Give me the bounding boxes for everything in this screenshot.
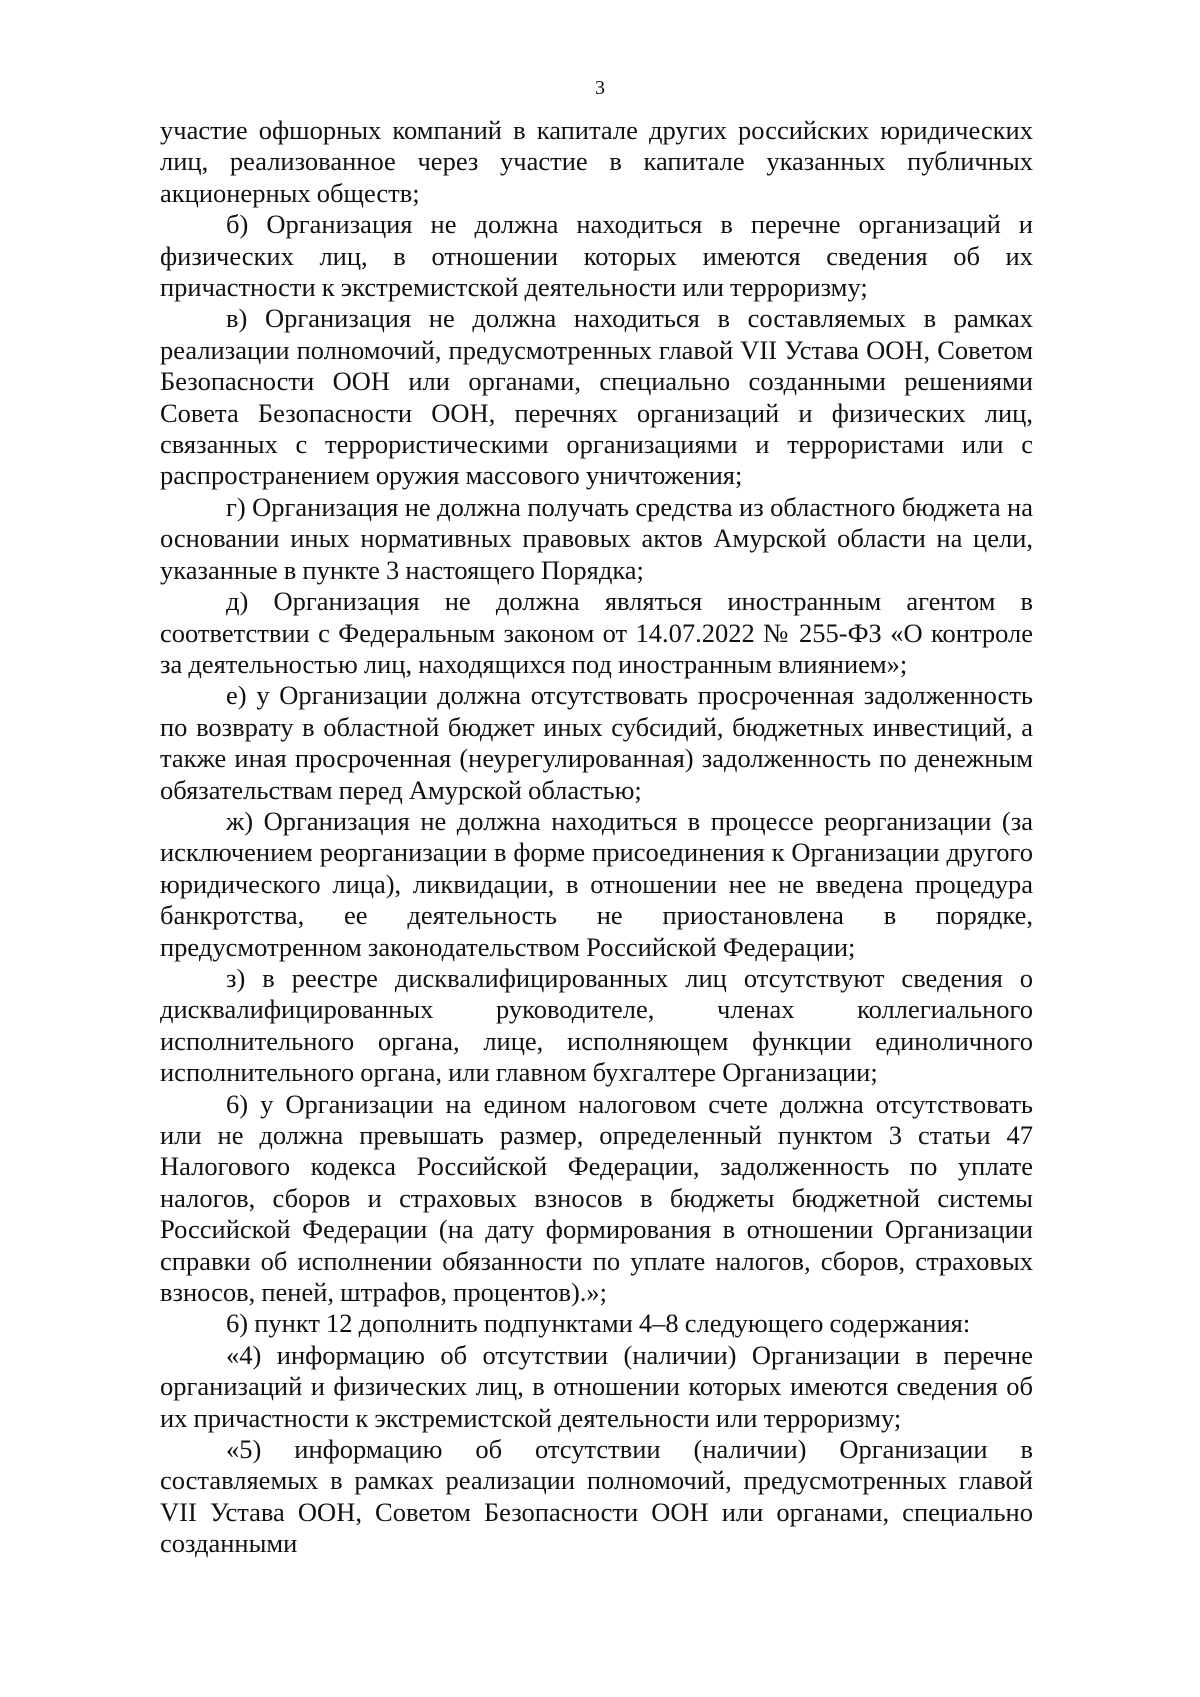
page-number: 3 (595, 77, 605, 99)
paragraph-continuation: участие офшорных компаний в капитале других российских юридических лиц, реализованное через участие в капитале указанных публичных акционерных обществ; (160, 115, 1033, 208)
paragraph-item-z: з) в реестре дисквалифицированных лиц отсутствуют сведения о дисквалифицированных руководителе, членах коллегиального исполнительного органа, лице, исполняющем функции единоличного исполнительного органа, или главном бухгалтере Организации; (160, 962, 1033, 1088)
paragraph-item-v: в) Организация не должна находиться в составляемых в рамках реализации полномочий, предусмотренных главой VII Устава ООН, Советом Безопасности ООН или органами, специально созданными решениями Совета Безопасности ООН, перечнях организаций и физических лиц, связанных с террористическими организациями и террористами или с распространением оружия массового уничтожения; (160, 303, 1033, 491)
paragraph-subitem-5: «5) информацию об отсутствии (наличии) Организации в составляемых в рамках реализации полномочий, предусмотренных главой VII Устава ООН, Советом Безопасности ООН или органами, специально созданными (160, 1434, 1033, 1559)
paragraph-item-g: г) Организация не должна получать средства из областного бюджета на основании иных нормативных правовых актов Амурской области на цели, указанные в пункте 3 настоящего Порядка; (160, 491, 1033, 585)
document-body (160, 115, 1033, 1560)
paragraph-item-b: б) Организация не должна находиться в перечне организаций и физических лиц, в отношении которых имеются сведения об их причастности к экстремистской деятельности или терроризму; (160, 209, 1033, 303)
paragraph-item-d: д) Организация не должна являться иностранным агентом в соответствии с Федеральным законом от 14.07.2022 № 255-ФЗ «О контроле за деятельностью лиц, находящихся под иностранным влиянием»; (160, 586, 1033, 679)
paragraph-item-6-tax: 6) у Организации на едином налоговом счете должна отсутствовать или не должна превышать размер, определенный пунктом 3 статьи 47 Налогового кодекса Российской Федерации, задолженность по уплате налогов, сборов и страховых взносов в бюджеты бюджетной системы Российской Федерации (на дату формирования в отношении Организации справки об исполнении обязанности по уплате налогов, сборов, страховых взносов, пеней, штрафов, процентов).»; (160, 1088, 1033, 1308)
paragraph-item-6-amendment: 6) пункт 12 дополнить подпунктами 4–8 следующего содержания: (226, 1308, 971, 1339)
paragraph-subitem-4: «4) информацию об отсутствии (наличии) Организации в перечне организаций и физических лиц, в отношении которых имеются сведения об их причастности к экстремистской деятельности или терроризму; (160, 1339, 1033, 1433)
paragraph-item-zh: ж) Организация не должна находиться в процессе реорганизации (за исключением реорганизации в форме присоединения к Организации другого юридического лица), ликвидации, в отношении нее не введена процедура банкротства, ее деятельность не приостановлена в порядке, предусмотренном законодательством Российской Федерации; (160, 805, 1033, 962)
paragraph-item-e: е) у Организации должна отсутствовать просроченная задолженность по возврату в областной бюджет иных субсидий, бюджетных инвестиций, а также иная просроченная (неурегулированная) задолженность по денежным обязательствам перед Амурской областью; (160, 680, 1033, 805)
